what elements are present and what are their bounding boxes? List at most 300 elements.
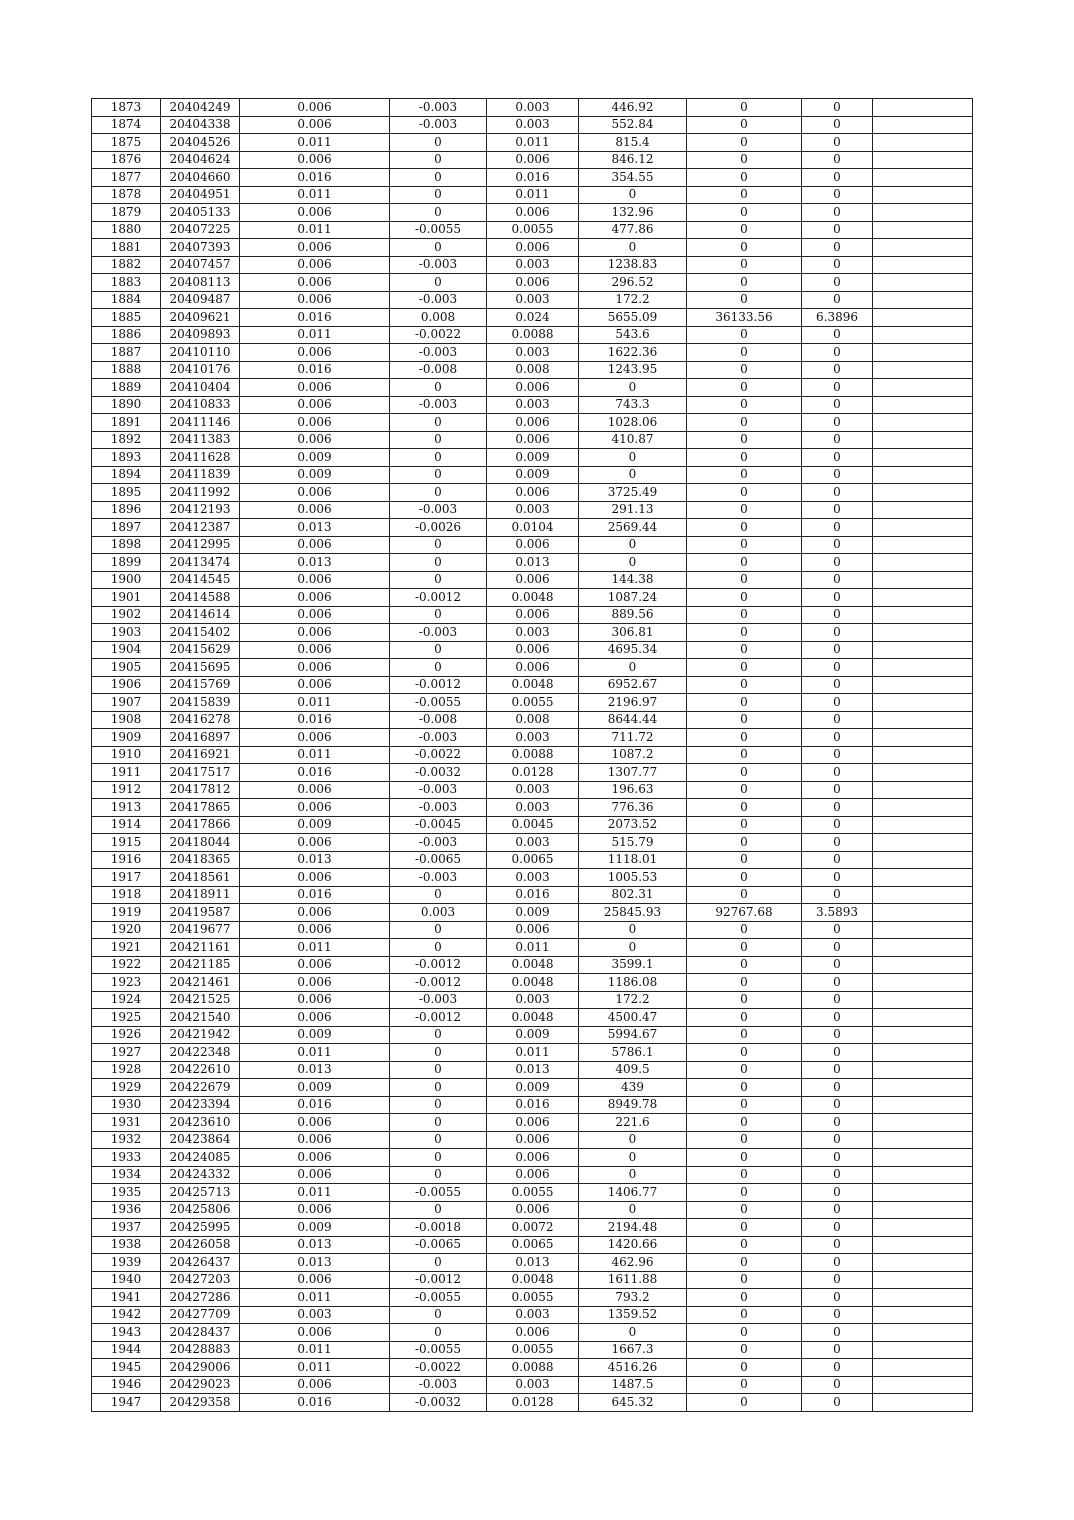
id-cell: 20422610 (161, 1061, 240, 1079)
id-cell: 20417866 (161, 816, 240, 834)
total-cell: 0 (687, 571, 802, 589)
ratio-cell: 0 (802, 1289, 873, 1307)
empty-cell (873, 991, 973, 1009)
value-c-cell: 0.003 (487, 344, 579, 362)
empty-cell (873, 1184, 973, 1202)
value-b-cell: -0.003 (390, 116, 487, 134)
id-cell: 20428883 (161, 1341, 240, 1359)
id-cell: 20419677 (161, 921, 240, 939)
total-cell: 0 (687, 624, 802, 642)
total-cell: 0 (687, 239, 802, 257)
total-cell: 0 (687, 361, 802, 379)
empty-cell (873, 274, 973, 292)
id-cell: 20426058 (161, 1236, 240, 1254)
row-number-cell: 1876 (92, 151, 161, 169)
id-cell: 20417865 (161, 799, 240, 817)
total-cell: 0 (687, 221, 802, 239)
id-cell: 20419587 (161, 904, 240, 922)
value-a-cell: 0.006 (240, 1201, 390, 1219)
table-row (92, 711, 973, 729)
total-cell: 0 (687, 431, 802, 449)
amount-cell: 306.81 (579, 624, 687, 642)
empty-cell (873, 536, 973, 554)
table-row (92, 414, 973, 432)
value-a-cell: 0.006 (240, 659, 390, 677)
table-row (92, 1254, 973, 1272)
table-row (92, 116, 973, 134)
table-row (92, 974, 973, 992)
table-row (92, 221, 973, 239)
ratio-cell: 0 (802, 134, 873, 152)
table-row (92, 326, 973, 344)
ratio-cell: 0 (802, 151, 873, 169)
id-cell: 20421540 (161, 1009, 240, 1027)
empty-cell (873, 921, 973, 939)
value-a-cell: 0.006 (240, 256, 390, 274)
value-a-cell: 0.006 (240, 239, 390, 257)
id-cell: 20411839 (161, 466, 240, 484)
value-b-cell: -0.0012 (390, 1009, 487, 1027)
amount-cell: 1005.53 (579, 869, 687, 887)
value-b-cell: -0.003 (390, 624, 487, 642)
value-a-cell: 0.006 (240, 151, 390, 169)
value-b-cell: 0 (390, 1131, 487, 1149)
ratio-cell: 0 (802, 1324, 873, 1342)
table-row (92, 1324, 973, 1342)
empty-cell (873, 169, 973, 187)
ratio-cell: 0 (802, 1271, 873, 1289)
ratio-cell: 0 (802, 1026, 873, 1044)
row-number-cell: 1935 (92, 1184, 161, 1202)
value-b-cell: -0.0032 (390, 1394, 487, 1412)
value-c-cell: 0.0048 (487, 1009, 579, 1027)
amount-cell: 515.79 (579, 834, 687, 852)
empty-cell (873, 186, 973, 204)
amount-cell: 743.3 (579, 396, 687, 414)
table-row (92, 396, 973, 414)
ratio-cell: 0 (802, 1009, 873, 1027)
empty-cell (873, 641, 973, 659)
value-a-cell: 0.011 (240, 221, 390, 239)
value-b-cell: 0 (390, 1306, 487, 1324)
value-a-cell: 0.011 (240, 1289, 390, 1307)
value-b-cell: 0 (390, 274, 487, 292)
value-c-cell: 0.009 (487, 904, 579, 922)
row-number-cell: 1891 (92, 414, 161, 432)
value-c-cell: 0.003 (487, 501, 579, 519)
amount-cell: 0 (579, 1201, 687, 1219)
ratio-cell: 0 (802, 799, 873, 817)
table-row (92, 1341, 973, 1359)
total-cell: 0 (687, 554, 802, 572)
value-c-cell: 0.003 (487, 396, 579, 414)
value-a-cell: 0.006 (240, 484, 390, 502)
empty-cell (873, 1359, 973, 1377)
value-a-cell: 0.016 (240, 886, 390, 904)
row-number-cell: 1939 (92, 1254, 161, 1272)
value-b-cell: -0.0022 (390, 746, 487, 764)
empty-cell (873, 816, 973, 834)
empty-cell (873, 309, 973, 327)
value-c-cell: 0.0128 (487, 764, 579, 782)
value-b-cell: -0.003 (390, 729, 487, 747)
empty-cell (873, 221, 973, 239)
table-row (92, 239, 973, 257)
row-number-cell: 1878 (92, 186, 161, 204)
total-cell: 0 (687, 1376, 802, 1394)
id-cell: 20421185 (161, 956, 240, 974)
row-number-cell: 1932 (92, 1131, 161, 1149)
table-row (92, 1061, 973, 1079)
table-row (92, 589, 973, 607)
empty-cell (873, 781, 973, 799)
total-cell: 0 (687, 956, 802, 974)
value-c-cell: 0.006 (487, 1149, 579, 1167)
table-row (92, 169, 973, 187)
empty-cell (873, 904, 973, 922)
row-number-cell: 1896 (92, 501, 161, 519)
total-cell: 0 (687, 869, 802, 887)
empty-cell (873, 1026, 973, 1044)
value-b-cell: -0.003 (390, 799, 487, 817)
value-b-cell: 0 (390, 1026, 487, 1044)
value-c-cell: 0.011 (487, 939, 579, 957)
ratio-cell: 0 (802, 1201, 873, 1219)
amount-cell: 132.96 (579, 204, 687, 222)
value-b-cell: 0 (390, 1079, 487, 1097)
id-cell: 20421161 (161, 939, 240, 957)
value-c-cell: 0.006 (487, 606, 579, 624)
row-number-cell: 1881 (92, 239, 161, 257)
empty-cell (873, 1219, 973, 1237)
ratio-cell: 0 (802, 221, 873, 239)
ratio-cell: 0 (802, 186, 873, 204)
value-a-cell: 0.006 (240, 1114, 390, 1132)
row-number-cell: 1875 (92, 134, 161, 152)
amount-cell: 889.56 (579, 606, 687, 624)
value-a-cell: 0.003 (240, 1306, 390, 1324)
value-b-cell: -0.0012 (390, 974, 487, 992)
id-cell: 20429358 (161, 1394, 240, 1412)
table-row (92, 641, 973, 659)
table-row (92, 1131, 973, 1149)
empty-cell (873, 1324, 973, 1342)
value-a-cell: 0.006 (240, 204, 390, 222)
value-c-cell: 0.003 (487, 624, 579, 642)
empty-cell (873, 799, 973, 817)
value-a-cell: 0.006 (240, 99, 390, 117)
value-b-cell: 0 (390, 1096, 487, 1114)
value-c-cell: 0.003 (487, 729, 579, 747)
value-a-cell: 0.013 (240, 1236, 390, 1254)
total-cell: 92767.68 (687, 904, 802, 922)
total-cell: 0 (687, 449, 802, 467)
total-cell: 0 (687, 99, 802, 117)
empty-cell (873, 939, 973, 957)
total-cell: 0 (687, 764, 802, 782)
empty-cell (873, 571, 973, 589)
row-number-cell: 1895 (92, 484, 161, 502)
value-b-cell: 0 (390, 1061, 487, 1079)
value-c-cell: 0.006 (487, 921, 579, 939)
row-number-cell: 1904 (92, 641, 161, 659)
ratio-cell: 0 (802, 746, 873, 764)
ratio-cell: 0 (802, 886, 873, 904)
empty-cell (873, 379, 973, 397)
value-b-cell: -0.003 (390, 291, 487, 309)
value-a-cell: 0.006 (240, 1009, 390, 1027)
value-a-cell: 0.011 (240, 939, 390, 957)
table-row (92, 1026, 973, 1044)
amount-cell: 815.4 (579, 134, 687, 152)
empty-cell (873, 344, 973, 362)
value-c-cell: 0.003 (487, 834, 579, 852)
value-b-cell: 0 (390, 449, 487, 467)
value-c-cell: 0.0128 (487, 1394, 579, 1412)
empty-cell (873, 1201, 973, 1219)
empty-cell (873, 1166, 973, 1184)
row-number-cell: 1937 (92, 1219, 161, 1237)
table-row (92, 519, 973, 537)
amount-cell: 462.96 (579, 1254, 687, 1272)
id-cell: 20422679 (161, 1079, 240, 1097)
value-c-cell: 0.006 (487, 641, 579, 659)
ratio-cell: 0 (802, 711, 873, 729)
ratio-cell: 6.3896 (802, 309, 873, 327)
amount-cell: 2196.97 (579, 694, 687, 712)
id-cell: 20424332 (161, 1166, 240, 1184)
value-a-cell: 0.011 (240, 134, 390, 152)
id-cell: 20414545 (161, 571, 240, 589)
total-cell: 0 (687, 536, 802, 554)
row-number-cell: 1946 (92, 1376, 161, 1394)
total-cell: 0 (687, 799, 802, 817)
ratio-cell: 0 (802, 641, 873, 659)
value-a-cell: 0.009 (240, 816, 390, 834)
value-c-cell: 0.009 (487, 466, 579, 484)
value-a-cell: 0.006 (240, 624, 390, 642)
value-a-cell: 0.006 (240, 116, 390, 134)
id-cell: 20416897 (161, 729, 240, 747)
value-a-cell: 0.006 (240, 834, 390, 852)
empty-cell (873, 1254, 973, 1272)
amount-cell: 0 (579, 186, 687, 204)
empty-cell (873, 361, 973, 379)
value-a-cell: 0.006 (240, 291, 390, 309)
table-row (92, 816, 973, 834)
id-cell: 20415402 (161, 624, 240, 642)
row-number-cell: 1916 (92, 851, 161, 869)
value-a-cell: 0.016 (240, 711, 390, 729)
value-c-cell: 0.016 (487, 169, 579, 187)
table-row (92, 1096, 973, 1114)
id-cell: 20415695 (161, 659, 240, 677)
total-cell: 0 (687, 484, 802, 502)
value-a-cell: 0.011 (240, 326, 390, 344)
row-number-cell: 1917 (92, 869, 161, 887)
row-number-cell: 1927 (92, 1044, 161, 1062)
empty-cell (873, 1289, 973, 1307)
ratio-cell: 0 (802, 589, 873, 607)
value-b-cell: 0 (390, 659, 487, 677)
amount-cell: 2194.48 (579, 1219, 687, 1237)
value-b-cell: -0.0012 (390, 1271, 487, 1289)
total-cell: 0 (687, 1166, 802, 1184)
id-cell: 20409893 (161, 326, 240, 344)
value-a-cell: 0.009 (240, 1079, 390, 1097)
table-row (92, 379, 973, 397)
value-b-cell: -0.0032 (390, 764, 487, 782)
ratio-cell: 0 (802, 606, 873, 624)
value-a-cell: 0.006 (240, 589, 390, 607)
value-a-cell: 0.006 (240, 781, 390, 799)
amount-cell: 410.87 (579, 431, 687, 449)
row-number-cell: 1902 (92, 606, 161, 624)
value-a-cell: 0.009 (240, 1219, 390, 1237)
amount-cell: 446.92 (579, 99, 687, 117)
value-c-cell: 0.006 (487, 151, 579, 169)
value-a-cell: 0.016 (240, 1394, 390, 1412)
row-number-cell: 1923 (92, 974, 161, 992)
row-number-cell: 1947 (92, 1394, 161, 1412)
table-row (92, 134, 973, 152)
table-row (92, 1166, 973, 1184)
value-a-cell: 0.006 (240, 676, 390, 694)
ratio-cell: 0 (802, 519, 873, 537)
value-b-cell: 0 (390, 1324, 487, 1342)
empty-cell (873, 659, 973, 677)
ratio-cell: 0 (802, 991, 873, 1009)
total-cell: 0 (687, 1026, 802, 1044)
total-cell: 0 (687, 921, 802, 939)
total-cell: 0 (687, 1236, 802, 1254)
amount-cell: 8644.44 (579, 711, 687, 729)
total-cell: 0 (687, 519, 802, 537)
table-row (92, 1306, 973, 1324)
value-c-cell: 0.003 (487, 799, 579, 817)
empty-cell (873, 1131, 973, 1149)
table-row (92, 764, 973, 782)
total-cell: 0 (687, 1009, 802, 1027)
amount-cell: 0 (579, 449, 687, 467)
id-cell: 20413474 (161, 554, 240, 572)
id-cell: 20411383 (161, 431, 240, 449)
value-c-cell: 0.003 (487, 1306, 579, 1324)
value-a-cell: 0.016 (240, 169, 390, 187)
id-cell: 20418044 (161, 834, 240, 852)
total-cell: 0 (687, 851, 802, 869)
amount-cell: 5786.1 (579, 1044, 687, 1062)
value-a-cell: 0.006 (240, 501, 390, 519)
value-c-cell: 0.016 (487, 886, 579, 904)
value-c-cell: 0.0048 (487, 589, 579, 607)
table-row (92, 746, 973, 764)
empty-cell (873, 1149, 973, 1167)
value-a-cell: 0.011 (240, 1341, 390, 1359)
empty-cell (873, 834, 973, 852)
value-c-cell: 0.0072 (487, 1219, 579, 1237)
row-number-cell: 1930 (92, 1096, 161, 1114)
id-cell: 20415629 (161, 641, 240, 659)
table-row (92, 799, 973, 817)
id-cell: 20428437 (161, 1324, 240, 1342)
id-cell: 20416278 (161, 711, 240, 729)
value-c-cell: 0.016 (487, 1096, 579, 1114)
id-cell: 20423610 (161, 1114, 240, 1132)
total-cell: 36133.56 (687, 309, 802, 327)
total-cell: 0 (687, 1271, 802, 1289)
value-a-cell: 0.006 (240, 1131, 390, 1149)
id-cell: 20422348 (161, 1044, 240, 1062)
value-a-cell: 0.006 (240, 799, 390, 817)
total-cell: 0 (687, 1324, 802, 1342)
value-a-cell: 0.011 (240, 746, 390, 764)
value-c-cell: 0.006 (487, 536, 579, 554)
amount-cell: 0 (579, 1166, 687, 1184)
ratio-cell: 0 (802, 536, 873, 554)
value-c-cell: 0.013 (487, 1254, 579, 1272)
value-c-cell: 0.003 (487, 116, 579, 134)
amount-cell: 5655.09 (579, 309, 687, 327)
row-number-cell: 1889 (92, 379, 161, 397)
id-cell: 20418561 (161, 869, 240, 887)
amount-cell: 1307.77 (579, 764, 687, 782)
id-cell: 20425713 (161, 1184, 240, 1202)
empty-cell (873, 974, 973, 992)
total-cell: 0 (687, 379, 802, 397)
value-b-cell: -0.0055 (390, 221, 487, 239)
row-number-cell: 1883 (92, 274, 161, 292)
ratio-cell: 0 (802, 1184, 873, 1202)
id-cell: 20418911 (161, 886, 240, 904)
value-a-cell: 0.006 (240, 1376, 390, 1394)
value-b-cell: 0 (390, 939, 487, 957)
ratio-cell: 0 (802, 1306, 873, 1324)
amount-cell: 1622.36 (579, 344, 687, 362)
amount-cell: 196.63 (579, 781, 687, 799)
id-cell: 20412995 (161, 536, 240, 554)
empty-cell (873, 1044, 973, 1062)
value-b-cell: -0.0065 (390, 851, 487, 869)
table-row (92, 676, 973, 694)
value-c-cell: 0.0048 (487, 1271, 579, 1289)
ratio-cell: 0 (802, 501, 873, 519)
empty-cell (873, 1114, 973, 1132)
value-b-cell: 0 (390, 1044, 487, 1062)
data-table (91, 98, 973, 1412)
value-b-cell: -0.0018 (390, 1219, 487, 1237)
empty-cell (873, 134, 973, 152)
value-c-cell: 0.006 (487, 414, 579, 432)
amount-cell: 0 (579, 659, 687, 677)
amount-cell: 0 (579, 536, 687, 554)
ratio-cell: 0 (802, 396, 873, 414)
row-number-cell: 1914 (92, 816, 161, 834)
value-a-cell: 0.011 (240, 1044, 390, 1062)
ratio-cell: 0 (802, 1044, 873, 1062)
value-c-cell: 0.011 (487, 1044, 579, 1062)
row-number-cell: 1890 (92, 396, 161, 414)
table-row (92, 536, 973, 554)
value-c-cell: 0.0065 (487, 851, 579, 869)
value-b-cell: -0.003 (390, 869, 487, 887)
value-b-cell: 0 (390, 186, 487, 204)
total-cell: 0 (687, 676, 802, 694)
value-b-cell: 0 (390, 204, 487, 222)
value-b-cell: -0.0055 (390, 1184, 487, 1202)
value-c-cell: 0.0055 (487, 1289, 579, 1307)
id-cell: 20421461 (161, 974, 240, 992)
